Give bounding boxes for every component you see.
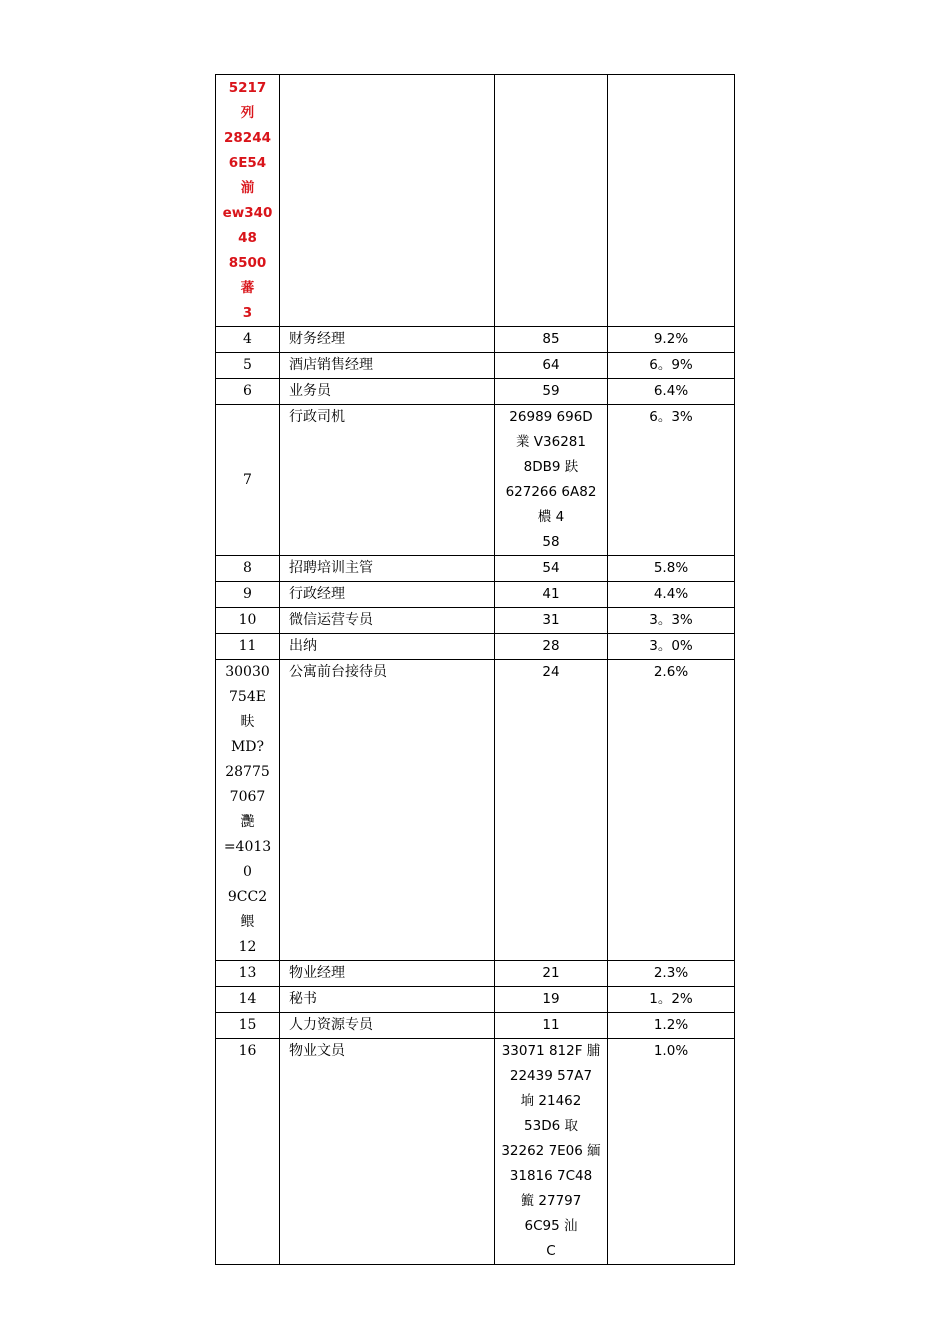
percent-cell: 5.8% (608, 556, 735, 582)
percent-cell: 1.0% (608, 1039, 735, 1265)
table-row (216, 634, 735, 660)
row-number: 14 (216, 987, 280, 1013)
row-number: 5 (216, 353, 280, 379)
percent-cell: 6.4% (608, 379, 735, 405)
count-cell: 28 (495, 634, 608, 660)
count-cell (495, 75, 608, 327)
percent-cell: 2.3% (608, 961, 735, 987)
table-row (216, 1013, 735, 1039)
count-cell: 33071 812F 脯 22439 57A7 垧 21462 53D6 取 32262 7E06 緬 31816 7C48 籈 27797 6C95 汕 C (495, 1039, 608, 1265)
job-title-cell: 人力资源专员 (280, 1013, 495, 1039)
table-row (216, 660, 735, 961)
count-cell: 85 (495, 327, 608, 353)
percent-cell: 3。0% (608, 634, 735, 660)
percent-cell: 9.2% (608, 327, 735, 353)
row-number: 5217 列 28244 6E54 湔 ew340 48 8500 蕃 3 (216, 75, 280, 327)
job-title-cell: 秘书 (280, 987, 495, 1013)
job-title-cell: 出纳 (280, 634, 495, 660)
job-table (215, 74, 735, 1265)
count-cell: 31 (495, 608, 608, 634)
count-cell: 64 (495, 353, 608, 379)
row-number: 13 (216, 961, 280, 987)
job-title-cell: 公寓前台接待员 (280, 660, 495, 961)
job-title-cell: 招聘培训主管 (280, 556, 495, 582)
percent-cell: 1。2% (608, 987, 735, 1013)
table-row (216, 961, 735, 987)
percent-cell (608, 75, 735, 327)
job-title-cell: 物业经理 (280, 961, 495, 987)
percent-cell: 6。9% (608, 353, 735, 379)
row-number: 9 (216, 582, 280, 608)
table-row (216, 556, 735, 582)
percent-cell: 3。3% (608, 608, 735, 634)
job-title-cell: 行政经理 (280, 582, 495, 608)
table-row (216, 987, 735, 1013)
percent-cell: 6。3% (608, 405, 735, 556)
count-cell: 19 (495, 987, 608, 1013)
percent-cell: 2.6% (608, 660, 735, 961)
table-row (216, 327, 735, 353)
table-row (216, 1039, 735, 1265)
job-title-cell: 微信运营专员 (280, 608, 495, 634)
count-cell: 54 (495, 556, 608, 582)
count-cell: 41 (495, 582, 608, 608)
job-title-cell (280, 75, 495, 327)
count-cell: 21 (495, 961, 608, 987)
job-title-cell: 物业文员 (280, 1039, 495, 1265)
table-row (216, 405, 735, 556)
row-number: 6 (216, 379, 280, 405)
count-cell: 11 (495, 1013, 608, 1039)
row-number: 15 (216, 1013, 280, 1039)
percent-cell: 1.2% (608, 1013, 735, 1039)
row-number: 7 (216, 405, 280, 556)
job-title-cell: 酒店销售经理 (280, 353, 495, 379)
table-row (216, 582, 735, 608)
job-title-cell: 财务经理 (280, 327, 495, 353)
count-cell: 26989 696D 業 V36281 8DB9 趺 627266 6A82 檂 4 58 (495, 405, 608, 556)
job-title-cell: 业务员 (280, 379, 495, 405)
table-row (216, 379, 735, 405)
table-row (216, 353, 735, 379)
count-cell: 59 (495, 379, 608, 405)
row-number: 30030 754E 畉 MD? 28775 7067 灧 =4013 0 9CC2 鳂 12 (216, 660, 280, 961)
row-number: 11 (216, 634, 280, 660)
table-row (216, 608, 735, 634)
job-title-cell: 行政司机 (280, 405, 495, 556)
row-number: 8 (216, 556, 280, 582)
row-number: 16 (216, 1039, 280, 1265)
table-row (216, 75, 735, 327)
percent-cell: 4.4% (608, 582, 735, 608)
row-number: 4 (216, 327, 280, 353)
count-cell: 24 (495, 660, 608, 961)
row-number: 10 (216, 608, 280, 634)
